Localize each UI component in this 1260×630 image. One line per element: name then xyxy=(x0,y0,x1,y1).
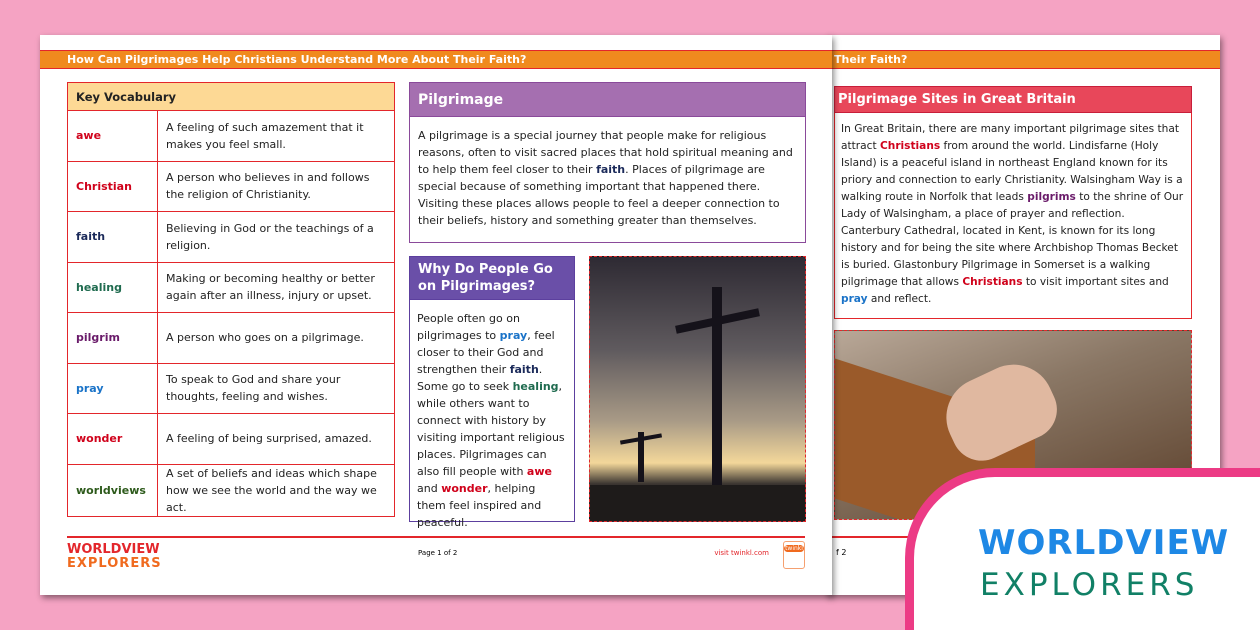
page-number: Page 1 of 2 xyxy=(418,549,458,557)
text-segment: and xyxy=(417,482,442,495)
text-segment: and reflect. xyxy=(867,293,932,305)
text-segment: In Great Britain, there are many important pilgrimage sites that attract xyxy=(841,123,1180,152)
footer-logo-top: WORLDVIEW xyxy=(67,542,160,557)
text-segment: , feel closer to their God and strengthen their xyxy=(417,329,555,376)
vocab-term: pilgrim xyxy=(68,313,158,364)
highlighted-keyword: awe xyxy=(526,465,552,478)
vocab-row xyxy=(68,363,395,414)
vocab-row xyxy=(68,313,395,364)
highlighted-keyword: faith xyxy=(596,163,626,176)
vocab-term: awe xyxy=(68,111,158,162)
vocab-definition: A person who believes in and follows the religion of Christianity. xyxy=(158,161,395,212)
text-segment: . Some go to seek xyxy=(417,363,543,393)
highlighted-keyword: pray xyxy=(499,329,528,342)
vocab-term: healing xyxy=(68,262,158,313)
text-segment: from around the world. Lindisfarne (Holy Island) is a peaceful island in northeast England known for its priory and connection to early Christianity. Walsingham Way is a walking route in Norfolk that leads xyxy=(841,140,1183,203)
brand-logo-panel xyxy=(905,468,1260,630)
highlighted-keyword: pray xyxy=(841,293,868,305)
vocab-term: pray xyxy=(68,363,158,414)
highlighted-keyword: wonder xyxy=(441,482,488,495)
cross-sunset-photo xyxy=(589,256,806,522)
highlighted-keyword: pilgrims xyxy=(1027,191,1076,203)
vocab-definition: A feeling of being surprised, amazed. xyxy=(158,414,395,465)
twinkl-badge-text: twinkl xyxy=(785,545,803,552)
why-text xyxy=(410,300,574,541)
brand-logo-top: WORLDVIEW xyxy=(978,523,1230,563)
page-title: How Can Pilgrimages Help Christians Understand More About Their Faith? xyxy=(40,50,832,69)
vocab-row xyxy=(68,111,395,162)
vocab-row xyxy=(68,212,395,263)
page-2-number: f 2 xyxy=(836,548,847,557)
sites-text xyxy=(834,113,1192,319)
footer-logo-bottom: EXPLORERS xyxy=(67,556,162,571)
text-segment: , while others want to connect with history by visiting important religious places. Pilgrimages can also fill people with xyxy=(417,380,565,478)
sites-heading: Pilgrimage Sites in Great Britain xyxy=(834,86,1192,113)
highlighted-keyword: faith xyxy=(509,363,539,376)
vocab-term: wonder xyxy=(68,414,158,465)
text-segment: A pilgrimage is a special journey that people make for religious reasons, often to visit sacred places that hold spiritual meaning and to help them feel closer to their xyxy=(418,129,793,176)
vocab-term: Christian xyxy=(68,161,158,212)
why-heading: Why Do People Go on Pilgrimages? xyxy=(410,257,574,300)
footer-logo xyxy=(67,543,162,571)
page-1 xyxy=(40,35,832,595)
text-segment: . Places of pilgrimage are special because of something important that happened there. Visiting these places allows people to feel a deeper connection to their beliefs, history and something greater than themselves. xyxy=(418,163,780,227)
brand-logo-bottom: EXPLORERS xyxy=(980,567,1199,603)
highlighted-keyword: Christians xyxy=(880,140,941,152)
vocab-term: faith xyxy=(68,212,158,263)
highlighted-keyword: healing xyxy=(512,380,559,393)
twinkl-link[interactable]: visit twinkl.com xyxy=(714,549,769,557)
text-segment: , helping them feel inspired and peaceful. xyxy=(417,482,542,529)
vocab-definition: A person who goes on a pilgrimage. xyxy=(158,313,395,364)
pilgrimage-box xyxy=(409,82,806,243)
vocab-definition: To speak to God and share your thoughts, feeling and wishes. xyxy=(158,363,395,414)
text-segment: People often go on pilgrimages to xyxy=(417,312,520,342)
key-vocabulary-table xyxy=(67,82,395,517)
vocabulary-heading: Key Vocabulary xyxy=(68,83,395,111)
vocab-definition: A feeling of such amazement that it makes you feel small. xyxy=(158,111,395,162)
vocab-term: worldviews xyxy=(68,464,158,516)
twinkl-badge xyxy=(783,541,805,569)
vocab-row xyxy=(68,414,395,465)
text-segment: to visit important sites and xyxy=(1022,276,1169,288)
why-box xyxy=(409,256,575,529)
text-segment: to the shrine of Our Lady of Walsingham, a place of prayer and reflection. Canterbury Cathedral, located in Kent, is known for its long history and for being the site where Archbishop Thomas Becket is buried. Glastonbury Pilgrimage in Somerset is a walking pilgrimage that allows xyxy=(841,191,1184,288)
vocab-definition: Believing in God or the teachings of a religion. xyxy=(158,212,395,263)
vocab-row xyxy=(68,262,395,313)
page-footer xyxy=(67,536,805,571)
pilgrimage-heading: Pilgrimage xyxy=(410,83,805,117)
vocab-definition: Making or becoming healthy or better again after an illness, injury or upset. xyxy=(158,262,395,313)
page-2-title: Their Faith? xyxy=(826,50,1220,69)
vocab-definition: A set of beliefs and ideas which shape how we see the world and the way we act. xyxy=(158,464,395,516)
pilgrimage-text xyxy=(410,117,805,239)
vocab-row xyxy=(68,161,395,212)
vocab-row xyxy=(68,464,395,516)
highlighted-keyword: Christians xyxy=(962,276,1023,288)
